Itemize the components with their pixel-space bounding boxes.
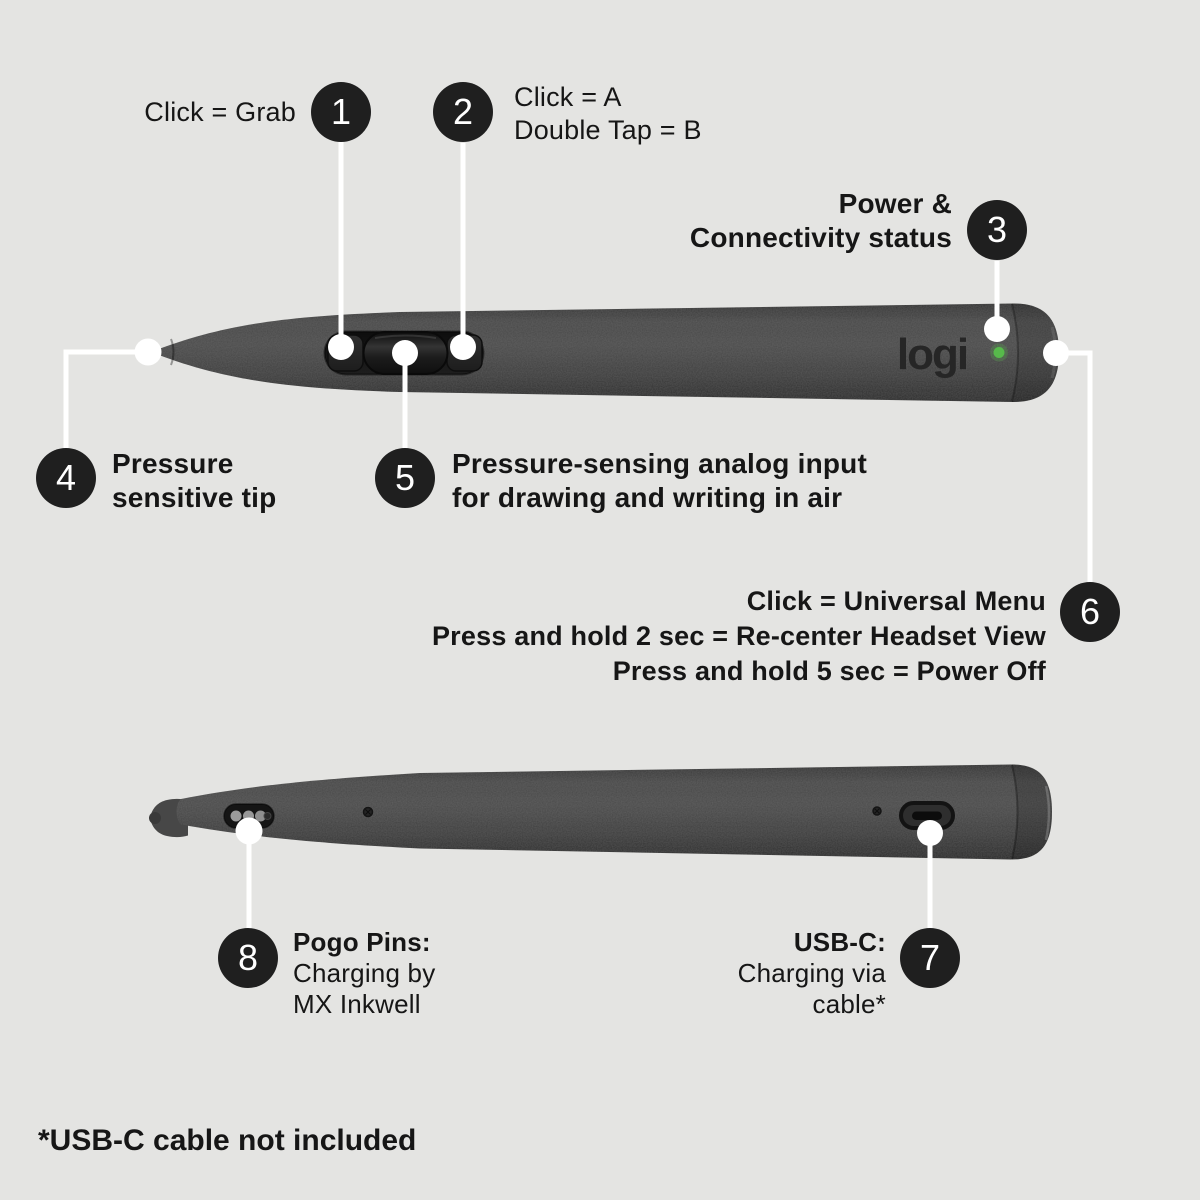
callout-5-label xyxy=(452,447,867,515)
callout-8-badge xyxy=(218,928,278,988)
callout-6-badge xyxy=(1060,582,1120,642)
callout-2-badge xyxy=(433,82,493,142)
callout-anchor-dot xyxy=(392,340,418,366)
label-line: for drawing and writing in air xyxy=(452,482,843,513)
callout-4-number: 4 xyxy=(55,457,77,498)
label-line: Charging via xyxy=(737,958,886,988)
callout-5-number: 5 xyxy=(394,457,416,498)
callout-line-6 xyxy=(1056,353,1090,582)
callout-anchor-dot xyxy=(984,316,1010,342)
footnote: *USB-C cable not included xyxy=(38,1124,417,1157)
label-line: MX Inkwell xyxy=(293,989,421,1019)
label-line: Charging by xyxy=(293,958,436,988)
label-line: Power & xyxy=(838,188,952,219)
callout-anchor-dot xyxy=(236,818,263,845)
pogo-sensor-hole xyxy=(264,813,271,820)
label-line: Pressure xyxy=(112,448,234,479)
callout-1-badge xyxy=(311,82,371,142)
callout-1-number: 1 xyxy=(330,91,352,132)
callout-8-label xyxy=(293,927,435,1020)
callout-1-label xyxy=(144,96,296,129)
label-line: cable* xyxy=(812,989,886,1019)
callout-7-number: 7 xyxy=(919,937,941,978)
callout-7-label xyxy=(738,927,886,1020)
label-line: Double Tap = B xyxy=(514,115,702,145)
label-line: Press and hold 5 sec = Power Off xyxy=(612,656,1046,686)
callout-anchor-dot xyxy=(135,339,162,366)
callout-5-badge xyxy=(375,448,435,508)
callout-6-label xyxy=(432,584,1046,689)
callout-line-4 xyxy=(66,352,148,448)
pressure-tip-point xyxy=(149,812,161,824)
label-line: Press and hold 2 sec = Re-center Headset View xyxy=(431,621,1046,651)
logi-logo: logi xyxy=(896,330,968,379)
callout-3-number: 3 xyxy=(986,209,1008,250)
label-line: sensitive tip xyxy=(112,482,277,513)
callout-anchor-dot xyxy=(917,820,943,846)
label-line: USB-C: xyxy=(793,927,886,957)
label-line: Connectivity status xyxy=(689,222,952,253)
callout-4-badge xyxy=(36,448,96,508)
pen-top-view xyxy=(151,304,1059,403)
label-line: Click = Universal Menu xyxy=(746,586,1046,616)
callout-2-label xyxy=(514,81,702,147)
screw-icon xyxy=(873,807,881,815)
label-line: Click = A xyxy=(514,82,622,112)
callout-anchor-dot xyxy=(328,334,354,360)
usb-c-slot xyxy=(912,812,942,821)
callout-6-number: 6 xyxy=(1079,591,1101,632)
callout-2-number: 2 xyxy=(452,91,474,132)
callout-4-label xyxy=(112,447,276,515)
callout-3-label xyxy=(690,187,952,255)
callout-8-number: 8 xyxy=(237,937,259,978)
callout-3-badge xyxy=(967,200,1027,260)
callout-7-badge xyxy=(900,928,960,988)
callout-anchor-dot xyxy=(450,334,476,360)
pogo-pin xyxy=(231,811,242,822)
status-led-icon xyxy=(994,347,1005,358)
callout-anchor-dot xyxy=(1043,340,1069,366)
label-line: Pressure-sensing analog input xyxy=(452,448,867,479)
pen-bottom-view xyxy=(149,765,1052,860)
screw-icon xyxy=(364,808,373,817)
label-line: Click = Grab xyxy=(144,97,296,127)
label-line: Pogo Pins: xyxy=(293,927,431,957)
